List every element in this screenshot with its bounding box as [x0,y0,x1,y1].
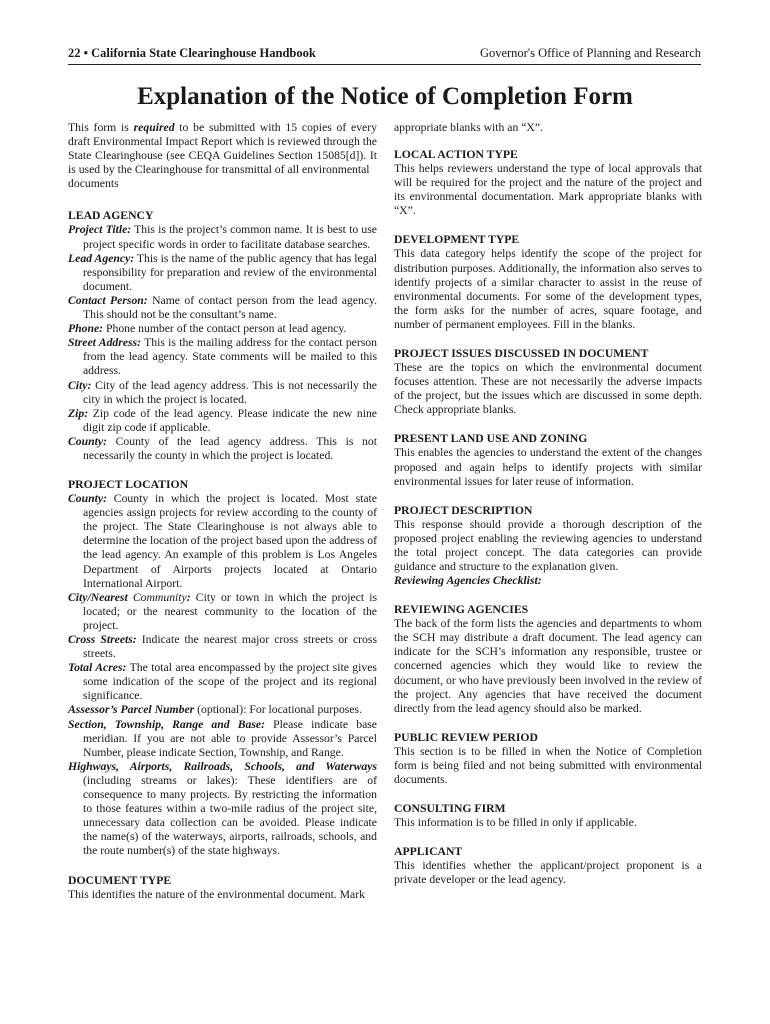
document-type-text: This identifies the nature of the environmental document. Mark [68,887,365,901]
project-location-term: Section, Township, Range and Base: [68,717,266,731]
left-column [68,121,377,902]
project-location-item [68,492,377,591]
section-spacer [394,787,702,801]
header-left: 22 • California State Clearinghouse Handbook [68,46,316,60]
issues-text: These are the topics on which the environmental document focuses attention. These are not necessarily the adverse impacts of the project, but the issues which are discussed in some depth. Check appropriate blanks. [394,361,702,417]
section-spacer [394,588,702,602]
lead-agency-item [68,379,377,407]
lead-agency-term: City: [68,378,92,392]
section-spacer [394,830,702,844]
public-heading: PUBLIC REVIEW PERIOD [394,730,538,744]
lead-agency-definition: Name of contact person from the lead agency. This should not be the consultant’s name. [83,293,377,322]
project-location-term: Cross Streets: [68,633,137,646]
lead-agency-item [68,223,377,251]
project-location-item [68,718,377,760]
lead-agency-term: Project Title: [68,223,132,237]
applicant-heading: APPLICANT [394,845,463,859]
intro-post: to be submitted with 15 copies of every draft Environmental Impact Report which is reviewed through the State Clearinghouse (see CEQA Guidelines Section 15085[d]). It is used by the Clearinghouse for transmittal of all environmental [68,121,377,177]
project-location-definition: The total area encompassed by the project site gives some indication of the scope of the project and its regional significance. [83,661,377,703]
right-sections [394,135,702,887]
applicant-text: This identifies whether the applicant/project proponent is a private developer or the lead agency. [394,859,702,887]
desc-heading: PROJECT DESCRIPTION [394,503,533,517]
landuse-text: This enables the agencies to understand the extent of the changes proposed and again helps to identify projects with similar environmental issues for later reuse of information. [394,446,702,488]
section-spacer [394,332,702,346]
intro-paragraph [68,121,377,177]
header-right: Governor's Office of Planning and Research [479,46,701,60]
lead-agency-term: Phone: [68,322,104,336]
lead-agency-definition: City of the lead agency address. This is not necessarily the city in which the project is located. [83,378,377,406]
local-text: This helps reviewers understand the type of local approvals that will be required for the project and the nature of the project and its environmental documentation. Mark appropriate blanks with “X”. [394,162,702,218]
lead-agency-definition: County of the lead agency address. This is not necessarily the county in which the project is located. [83,434,377,462]
lead-agency-term: Lead Agency: [68,251,135,265]
desc-text: This response should provide a thorough description of the proposed project enabling the reviewing agencies to understand the total project concept. The data categories can provide guidance and structure to the explanation given. [394,517,702,573]
document-type-continued: appropriate blanks with an “X”. [394,121,543,134]
dev-heading: DEVELOPMENT TYPE [394,233,520,247]
project-location-item [68,633,377,661]
issues-heading: PROJECT ISSUES DISCUSSED IN DOCUMENT [394,347,649,361]
lead-agency-definition: This is the mailing address for the contact person from the lead agency. State comments will be mailed to this address. [83,336,377,378]
lead-agency-term: County: [68,434,107,448]
intro-tail: documents [68,177,119,191]
lead-agency-definition: Zip code of the lead agency. Please indicate the new nine digit zip code if applicable. [83,406,377,434]
project-location-term-plain: Community [127,590,187,604]
section-spacer [394,417,702,431]
project-location-definition: County in which the project is located. Most state agencies assign projects for review according to the county of the project. The State Clearinghouse is not always able to determine the location of the project based upon the address of the lead agency. An example of this problem is Los Angeles Department of Airports projects located at Ontario International Airport. [83,492,377,590]
project-location-item [68,661,377,703]
section-spacer [394,489,702,503]
project-location-term: Assessor’s Parcel Number [68,703,195,717]
landuse-heading: PRESENT LAND USE AND ZONING [394,432,588,446]
project-location-definition: (optional): For locational purposes. [194,703,363,717]
project-location-item [68,591,377,633]
dev-text: This data category helps identify the scope of the project for distribution purposes. Additionally, the information also serves to identify projects of a similar character to assist in the reuse of environmental documents. For some of the development types, the form asks for the number of acres, square footage, and number of permanent employees. Fill in the blanks. [394,247,702,331]
lead-agency-item [68,294,377,322]
lead-agency-term: Street Address: [68,336,141,350]
lead-agency-item [68,407,377,435]
project-location-term-colon: : [186,590,191,604]
lead-agency-item [68,435,377,463]
document-type-heading: DOCUMENT TYPE [68,873,172,887]
header-rule [68,64,701,65]
intro-emphasis: required [133,121,175,134]
project-location-definition: (including streams or lakes): These identifiers are of consequence to many projects. By restricting the information to those features within a two-mile radius of the project site, unnecessary data collection can be avoided. Please indicate the name(s) of the waterways, airports, railroads, schools, and the route number(s) of the state highways. [83,773,377,858]
consulting-text: This information is to be filled in only if applicable. [394,816,637,830]
project-location-item [68,760,377,859]
reviewing-text: The back of the form lists the agencies and departments to whom the SCH may distribute a draft document. The lead agency can indicate for the SCH’s information any responsible, trustee or concerned agencies which they would like to review the document, or who have previously been involved in the review of the project. Any agencies that have received the document directly from the lead agency should also be marked. [394,617,702,715]
project-location-term: County: [68,492,107,506]
section-spacer [394,716,702,730]
project-location-definition: Indicate the nearest major cross streets or cross streets. [83,633,377,661]
project-location-heading: PROJECT LOCATION [68,478,189,492]
lead-agency-term: Contact Person: [68,293,148,307]
project-location-term: City/Nearest [68,590,128,604]
lead-agency-heading: LEAD AGENCY [68,209,154,223]
right-column [394,121,702,887]
reviewing-heading: REVIEWING AGENCIES [394,603,529,617]
consulting-heading: CONSULTING FIRM [394,802,506,816]
section-spacer [394,135,702,147]
project-location-item [68,703,377,717]
lead-agency-definition: Phone number of the contact person at lead agency. [103,322,347,336]
local-heading: LOCAL ACTION TYPE [394,148,518,162]
project-location-definition: Please indicate base meridian. If you are not able to provide Assessor’s Parcel Number, please indicate Section, Township, and Range. [83,717,377,759]
section-spacer [394,218,702,232]
lead-agency-term: Zip: [68,406,89,420]
running-header [68,46,701,62]
public-text: This section is to be filled in when the Notice of Completion form is being filed and not being submitted with environmental documents. [394,744,702,786]
lead-agency-definition: This is the project’s common name. It is best to use project specific words in order to facilitate database searches. [83,223,377,251]
lead-agency-definition: This is the name of the public agency that has legal responsibility for preparation and review of the environmental document. [83,251,377,293]
project-location-term: Total Acres: [68,661,127,675]
project-location-term: Highways, Airports, Railroads, Schools, and Waterways [68,759,377,773]
desc-subheading: Reviewing Agencies Checklist: [394,574,542,588]
lead-agency-item [68,252,377,294]
intro-pre: This form is [68,121,134,134]
lead-agency-list [68,223,377,463]
lead-agency-item [68,322,377,336]
page-title: Explanation of the Notice of Completion Form [137,83,633,110]
lead-agency-item [68,336,377,378]
project-location-definition: City or town in which the project is located; or the nearest community to the location of the project. [83,590,378,632]
project-location-list [68,492,377,858]
